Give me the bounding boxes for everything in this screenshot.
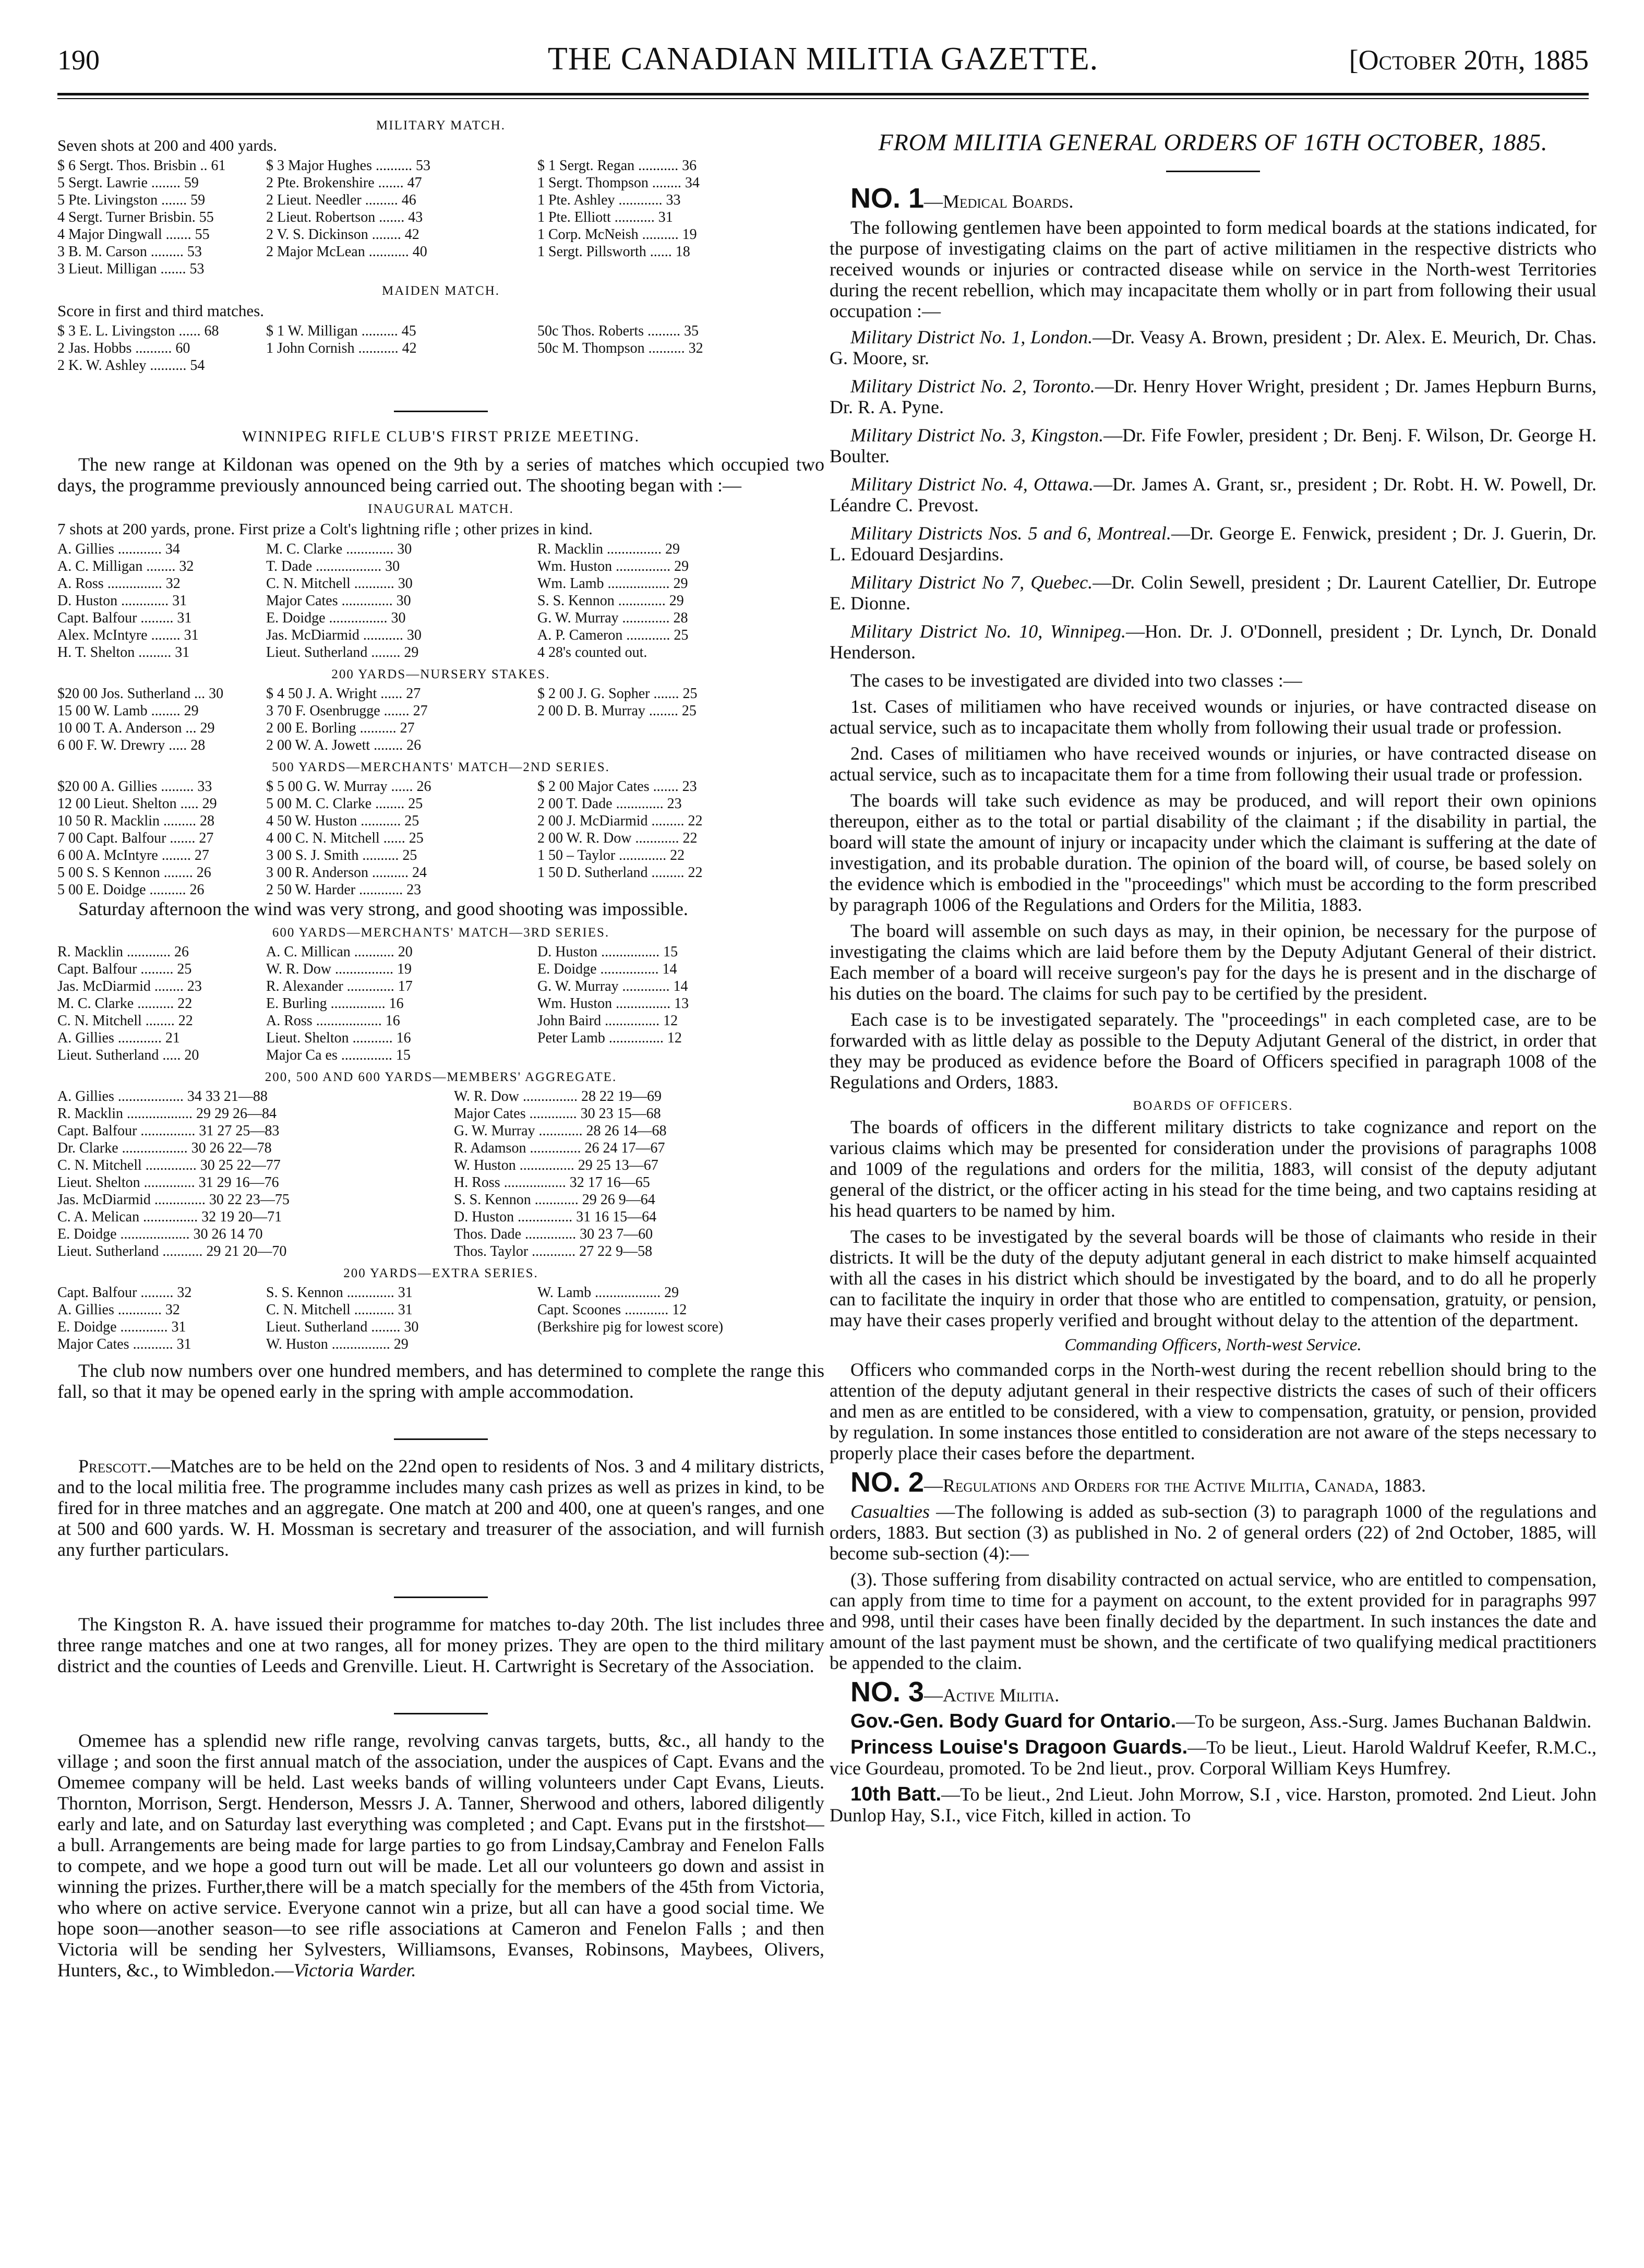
score-row [57,719,824,737]
omemee-paragraph [57,1730,824,1981]
score-row [57,1157,824,1174]
table-cell: Jas. McDiarmid ........... 30 [266,627,422,643]
district-entry [830,376,1597,417]
tenth-batt-paragraph [830,1784,1597,1826]
score-row [57,1191,824,1208]
merchants-2nd-heading: 500 YARDS—MERCHANTS' MATCH—2ND SERIES. [272,760,610,774]
table-cell: 50c Thos. Roberts ......... 35 [537,323,699,339]
order-no1-line [830,183,1597,214]
section-rule [394,411,488,412]
order-no2-line [830,1467,1597,1498]
table-cell: T. Dade .................. 30 [266,558,400,574]
table-cell: R. Adamson .............. 26 24 17—67 [454,1140,665,1156]
table-cell: Lieut. Sutherland ........ 30 [266,1319,419,1335]
table-cell [537,260,824,278]
saturday-paragraph: Saturday afternoon the wind was very strong, and good shooting was impossible. [78,898,688,919]
score-row [57,778,824,795]
table-cell: Wm. Lamb ................. 29 [537,575,688,592]
score-row [57,322,824,340]
district-name: Military District No. 2, Toronto. [850,376,1095,397]
table-cell: 2 00 J. McDiarmid ......... 22 [537,813,703,829]
order-no1-label: NO. 1 [850,183,925,214]
table-cell: Wm. Huston ............... 29 [537,558,689,574]
case2-paragraph: 2nd. Cases of militiamen who have received wounds or injuries, or have contracted disease on actual service, such as to incapacitate them for a time from following their usual trade or profession. [830,743,1597,785]
general-orders-title: FROM MILITIA GENERAL ORDERS OF 16TH OCTOBER, 1885. [878,129,1548,155]
table-cell: R. Macklin .................. 29 29 26—84 [57,1106,277,1122]
table-cell: 5 00 S. S Kennon ........ 26 [57,865,211,881]
nursery-stakes-heading: 200 YARDS—NURSERY STAKES. [331,667,550,681]
table-cell: 4 Sergt. Turner Brisbin. 55 [57,209,214,225]
order-no3-label: NO. 3 [850,1676,925,1708]
district-entry [830,621,1597,663]
score-row [57,340,824,357]
table-cell: 2 00 W. A. Jowett ........ 26 [266,737,422,753]
table-cell: A. C. Millican ........... 20 [266,944,413,960]
merchants-2nd-table [57,778,824,898]
table-cell: 5 Sergt. Lawrie ........ 59 [57,175,199,191]
district-list [830,327,1597,663]
table-cell: Lieut. Sutherland ........ 29 [266,644,419,661]
district-entry [830,523,1597,565]
table-cell: R. Alexander ............. 17 [266,978,413,994]
casualties-paragraph [830,1501,1597,1564]
score-row [57,575,824,592]
score-row [57,1088,824,1105]
table-cell: (Berkshire pig for lowest score) [537,1319,724,1335]
table-cell: H. T. Shelton ......... 31 [57,644,190,661]
table-cell: A. Gillies ............ 32 [57,1302,180,1318]
table-cell: 10 00 T. A. Anderson ... 29 [57,720,215,736]
table-cell: Lieut. Shelton ........... 16 [266,1030,411,1046]
score-row [57,995,824,1012]
table-cell: $ 5 00 G. W. Murray ...... 26 [266,778,431,795]
commanding-officers-paragraph: Officers who commanded corps in the North-west during the recent rebellion should bring to the attention of the deputy adjutant general in their respective districts the cases of such of their officers and men as are entitled to be considered, with a view to compensation, gratuity, or pension, provided by regulation. In some instances those entitled to consideration are not aware of the steps necessary to properly place their cases before the department. [830,1359,1597,1463]
score-row [57,1336,824,1353]
military-match-heading: MILITARY MATCH. [376,118,506,133]
table-cell: E. Doidge ............. 31 [57,1319,186,1335]
table-cell: $ 1 W. Milligan .......... 45 [266,323,416,339]
winnipeg-intro-paragraph: The new range at Kildonan was opened on the 9th by a series of matches which occupied two days, the programme previously announced being carried out. The shooting began with :— [57,454,824,496]
table-cell: E. Doidge ................... 30 26 14 70 [57,1226,263,1242]
score-row [57,881,824,898]
section-rule [1166,171,1260,172]
dragoon-guards-lead: Princess Louise's Dragoon Guards. [850,1736,1188,1758]
boards-evidence-paragraph: The boards will take such evidence as may be produced, and will report their own opinions thereupon, either as to the total or partial disability of the claimant ; if the disability in partial, the board will state the amount of injury or incapacity under which the claimant is suffering at the date of investigation, and its probable duration. The opinion of the board will, of course, be based solely on the evidence which is embodied in the "proceedings" which must be according to the form prescribed by paragraph 1006 of the Regulations and Orders for the Militia, 1883. [830,790,1597,915]
military-match-table [57,157,824,278]
district-name: Military District No. 10, Winnipeg. [850,621,1126,642]
score-row [57,847,824,864]
score-row [57,191,824,209]
table-cell: A. Gillies .................. 34 33 21—88 [57,1088,268,1105]
district-members: —Dr. Fife Fowler, president ; Dr. Benj. F. Wilson, Dr. George H. Boulter. [830,425,1597,466]
score-row [57,357,824,374]
case1-paragraph: 1st. Cases of militiamen who have received wounds or injuries, or have contracted disease on actual service, such as to incapacitate them wholly from following their usual trade or profession. [830,696,1597,738]
table-cell: 1 Pte. Ashley ............ 33 [537,192,681,208]
score-row [57,737,824,754]
score-row [57,1318,824,1336]
order-no3-heading: —Active Militia. [924,1685,1060,1706]
table-cell: A. C. Milligan ........ 32 [57,558,194,574]
district-entry [830,474,1597,515]
table-cell: 2 Lieut. Needler ......... 46 [266,192,416,208]
table-cell: M. C. Clarke ............. 30 [266,541,412,557]
score-row [57,1105,824,1122]
table-cell: Jas. McDiarmid .............. 30 22 23—75 [57,1192,290,1208]
score-row [57,961,824,978]
table-cell: 2 00 T. Dade ............. 23 [537,796,682,812]
score-row [57,644,824,661]
table-cell: $ 2 00 J. G. Sopher ....... 25 [537,686,698,702]
score-row [57,1208,824,1226]
table-cell: 6 00 A. McIntyre ........ 27 [57,847,209,863]
masthead [57,41,1589,88]
order-no2-label: NO. 2 [850,1467,925,1498]
cases-paragraph: The cases to be investigated are divided into two classes :— [850,670,1302,691]
score-row [57,243,824,260]
table-cell [266,357,537,374]
casualties-text: —The following is added as sub-section (3) to paragraph 1000 of the regulations and orders, 1883. But section (3) as published in No. 2 of general orders (22) of 2nd October, 1885, will become sub-section (4):— [830,1501,1597,1564]
table-cell: 2 00 W. R. Dow ............ 22 [537,830,698,846]
maiden-match-heading: MAIDEN MATCH. [382,284,500,298]
body-guard-text: —To be surgeon, Ass.-Surg. James Buchanan Baldwin. [1176,1711,1592,1732]
table-cell: 2 V. S. Dickinson ........ 42 [266,226,419,243]
table-cell: Capt. Balfour ......... 25 [57,961,192,977]
district-entry [830,327,1597,368]
table-cell: Capt. Balfour ......... 32 [57,1285,192,1301]
tenth-batt-lead: 10th Batt. [850,1783,942,1805]
score-row [57,1301,824,1318]
order-no1-heading: —Medical Boards. [924,191,1074,212]
table-cell: $20 00 A. Gillies ......... 33 [57,778,212,795]
table-cell: 3 Lieut. Milligan ....... 53 [57,261,205,277]
table-cell: Lieut. Shelton .............. 31 29 16—76 [57,1174,279,1191]
prescott-paragraph [57,1456,824,1560]
table-cell: 5 00 M. C. Clarke ........ 25 [266,796,423,812]
score-row [57,1226,824,1243]
table-cell: C. N. Mitchell ........... 31 [266,1302,413,1318]
table-cell: E. Doidge ................ 30 [266,610,406,626]
table-cell: 50c M. Thompson .......... 32 [537,340,703,356]
table-cell: H. Ross ................. 32 17 16—65 [454,1174,650,1191]
table-cell: 4 28's counted out. [537,644,647,661]
table-cell: A. P. Cameron ............ 25 [537,627,689,643]
table-cell: 2 Major McLean ........... 40 [266,244,427,260]
extra-series-table [57,1284,824,1353]
boards-of-officers-paragraph-2: The cases to be investigated by the several boards will be those of claimants who reside in their districts. It will be the duty of the deputy adjutant general in each district to make himself acquainted with all the cases in his district which should be investigated by the board, and to do all he properly can to facilitate the inquiry in order that those who are entitled to compensation, gratuity, or pension, may have their cases properly verified and brought without delay to the attention of the department. [830,1226,1597,1330]
dragoon-guards-paragraph [830,1737,1597,1779]
district-name: Military Districts Nos. 5 and 6, Montreal. [850,523,1171,544]
table-cell: 3 00 R. Anderson .......... 24 [266,865,427,881]
table-cell: 2 Lieut. Robertson ....... 43 [266,209,423,225]
table-cell: 1 Sergt. Thompson ........ 34 [537,175,700,191]
table-cell: R. Macklin ............... 29 [537,541,680,557]
table-cell: 2 00 E. Borling .......... 27 [266,720,415,736]
table-cell: 1 Sergt. Pillsworth ...... 18 [537,244,690,260]
score-row [57,174,824,191]
table-cell: Major Cates ............. 30 23 15—68 [454,1106,661,1122]
score-row [57,864,824,881]
score-row [57,592,824,609]
table-cell: Capt. Scoones ............ 12 [537,1302,687,1318]
table-cell: $20 00 Jos. Sutherland ... 30 [57,686,224,702]
table-cell: R. Macklin ............ 26 [57,944,189,960]
table-cell: 12 00 Lieut. Shelton ..... 29 [57,796,217,812]
table-cell: 5 00 E. Doidge .......... 26 [57,882,205,898]
district-name: Military District No. 4, Ottawa. [850,474,1094,495]
table-cell: Thos. Dade .............. 30 23 7—60 [454,1226,653,1242]
right-column [830,112,1597,2251]
table-cell: 2 Pte. Brokenshire ....... 47 [266,175,422,191]
score-row [57,702,824,719]
table-cell: G. W. Murray ............ 28 26 14—68 [454,1123,667,1139]
table-cell: 2 K. W. Ashley .......... 54 [57,357,205,374]
table-cell: 1 Pte. Elliott ........... 31 [537,209,673,225]
score-row [57,1243,824,1260]
table-cell: G. W. Murray ............. 14 [537,978,688,994]
table-cell: 2 00 D. B. Murray ........ 25 [537,703,697,719]
table-cell: A. Ross ............... 32 [57,575,181,592]
table-cell: $ 2 00 Major Cates ....... 23 [537,778,697,795]
district-members: —Dr. Veasy A. Brown, president ; Dr. Alex. E. Meurich, Dr. Chas. G. Moore, sr. [830,327,1597,368]
table-cell: $ 3 E. L. Livingston ...... 68 [57,323,219,339]
omemee-source: Victoria Warder. [293,1960,416,1981]
commanding-officers-heading: Commanding Officers, North-west Service. [1064,1336,1362,1354]
district-members: —Dr. James A. Grant, sr., president ; Dr. Robt. H. W. Powell, Dr. Léandre C. Prevost. [830,474,1597,515]
table-cell: Major Cates ........... 31 [57,1336,191,1352]
score-row [57,260,824,278]
casualties-lead: Casualties [850,1501,930,1522]
table-cell: C. A. Melican ............... 32 19 20—71 [57,1209,282,1225]
table-cell [266,260,537,278]
body-guard-lead: Gov.-Gen. Body Guard for Ontario. [850,1710,1177,1732]
tenth-batt-text: —To be lieut., 2nd Lieut. John Morrow, S.I , vice. Harston, promoted. 2nd Lieut. John Dunlop Hay, S.I., vice Fitch, killed in action. To [830,1784,1597,1826]
score-row [57,830,824,847]
table-cell: $ 4 50 J. A. Wright ...... 27 [266,686,421,702]
district-name: Military District No 7, Quebec. [850,572,1093,593]
table-cell: 2 50 W. Harder ............ 23 [266,882,422,898]
table-cell: W. R. Dow ................ 19 [266,961,412,977]
table-cell: W. Lamb .................. 29 [537,1285,679,1301]
table-cell: G. W. Murray ............. 28 [537,610,688,626]
order-no2-heading: —Regulations and Orders for the Active Militia, Canada, 1883. [924,1475,1426,1496]
table-cell: Dr. Clarke .................. 30 26 22—78 [57,1140,272,1156]
table-cell: A. Gillies ............ 21 [57,1030,180,1046]
table-cell: $ 1 Sergt. Regan ........... 36 [537,158,697,174]
table-cell [537,737,824,754]
district-name: Military District No. 1, London. [850,327,1093,347]
score-row [57,1122,824,1139]
table-cell: A. Gillies ............ 34 [57,541,180,557]
table-cell [537,719,824,737]
winnipeg-heading: WINNIPEG RIFLE CLUB'S FIRST PRIZE MEETING. [242,428,640,445]
military-match-intro: Seven shots at 200 and 400 yards. [57,136,278,154]
aggregate-table [57,1088,824,1260]
table-cell: 15 00 W. Lamb ........ 29 [57,703,199,719]
table-cell: 1 50 – Taylor ............. 22 [537,847,685,863]
district-name: Military District No. 3, Kingston. [850,425,1104,446]
table-cell: M. C. Clarke .......... 22 [57,995,193,1012]
table-cell: 1 John Cornish ........... 42 [266,340,417,356]
district-members: —Hon. Dr. J. O'Donnell, president ; Dr. Lynch, Dr. Donald Henderson. [830,621,1597,663]
table-cell: D. Huston ................ 15 [537,944,678,960]
table-cell: C. N. Mitchell ........... 30 [266,575,413,592]
inaugural-match-table [57,541,824,661]
score-row [57,1174,824,1191]
table-cell: 7 00 Capt. Balfour ....... 27 [57,830,214,846]
table-cell: 4 Major Dingwall ....... 55 [57,226,210,243]
table-cell: C. N. Mitchell ........ 22 [57,1013,193,1029]
table-cell: W. Huston ................ 29 [266,1336,409,1352]
table-cell: Major Cates .............. 30 [266,593,411,609]
table-cell: Capt. Balfour ............... 31 27 25—83 [57,1123,280,1139]
board-assemble-paragraph: The board will assemble on such days as may, in their opinion, be necessary for the purpose of investigating the claims which are laid before them by the Deputy Adjutant General of their district. Each member of a board will receive surgeon's pay for the days he is present and in the discharge of his duties on the board. The claims for such pay to be certified by the president. [830,920,1597,1004]
issue-date: [October 20th, 1885 [1349,44,1589,76]
table-cell: D. Huston ............. 31 [57,593,187,609]
table-cell [537,1047,824,1064]
table-cell: Thos. Taylor ............ 27 22 9—58 [454,1243,653,1259]
table-cell: 2 Jas. Hobbs .......... 60 [57,340,190,356]
score-row [57,1029,824,1047]
score-row [57,1284,824,1301]
table-cell: S. S. Kennon ............. 29 [537,593,684,609]
table-cell: 5 Pte. Livingston ....... 59 [57,192,206,208]
table-cell: Lieut. Sutherland ..... 20 [57,1047,199,1063]
table-cell: $ 6 Sergt. Thos. Brisbin .. 61 [57,158,226,174]
page-number: 190 [57,44,100,76]
score-row [57,541,824,558]
body-guard-paragraph [830,1711,1597,1732]
each-case-paragraph: Each case is to be investigated separately. The "proceedings" in each completed case, are to be forwarded with as little delay as possible to the Deputy Adjutant General of the district, in order that they may be produced as evidence before the Board of Officers specified in paragraph 1008 of the Regulations and Orders, 1883. [830,1009,1597,1093]
district-members: —Dr. George E. Fenwick, president ; Dr. J. Guerin, Dr. L. Edouard Desjardins. [830,523,1597,565]
masthead-rule [57,93,1589,95]
prescott-lead: Prescott. [78,1456,152,1477]
maiden-match-table [57,322,824,374]
table-cell: D. Huston ............... 31 16 15—64 [454,1209,657,1225]
table-cell: 10 50 R. Macklin ......... 28 [57,813,214,829]
score-row [57,1139,824,1157]
table-cell: Major Ca es .............. 15 [266,1047,411,1063]
order-no3-line [830,1676,1597,1708]
medical-boards-intro: The following gentlemen have been appointed to form medical boards at the stations indicated, for the purpose of investigating claims on the part of active militiamen in the respective districts who received wounds or injuries or contracted disease while on service in the North-west Territories during the recent rebellion, which may incapacitate them wholly or in part from following their usual occupation :— [830,217,1597,321]
district-entry [830,425,1597,466]
table-cell: A. Ross .................. 16 [266,1013,400,1029]
merchants-3rd-heading: 600 YARDS—MERCHANTS' MATCH—3RD SERIES. [272,926,610,940]
table-cell: 4 00 C. N. Mitchell ...... 25 [266,830,424,846]
score-row [57,609,824,627]
table-cell: E. Burling ............... 16 [266,995,404,1012]
table-cell: 3 00 S. J. Smith .......... 25 [266,847,417,863]
boards-of-officers-heading: BOARDS OF OFFICERS. [1133,1099,1293,1113]
score-row [57,978,824,995]
table-cell: Capt. Balfour ......... 31 [57,610,192,626]
score-row [57,226,824,243]
table-cell: Wm. Huston ............... 13 [537,995,689,1012]
table-cell: Lieut. Sutherland ........... 29 21 20—70 [57,1243,287,1259]
dragoon-guards-text: —To be lieut., Lieut. Harold Waldruf Keefer, R.M.C., vice Gourdeau, promoted. To be 2nd lieut., prov. Corporal William Keys Humfrey. [830,1737,1597,1779]
table-cell: W. R. Dow ............... 28 22 19—69 [454,1088,662,1105]
score-row [57,685,824,702]
table-cell: Peter Lamb ............... 12 [537,1030,682,1046]
table-cell: 6 00 F. W. Drewry ..... 28 [57,737,206,753]
score-row [57,627,824,644]
score-row [57,1012,824,1029]
section-rule [394,1597,488,1598]
table-cell: S. S. Kennon ............ 29 26 9—64 [454,1192,655,1208]
masthead-rule-thin [57,98,1589,99]
club-paragraph: The club now numbers over one hundred members, and has determined to complete the range this fall, so that it may be opened early in the spring with ample accommodation. [57,1360,824,1402]
table-cell [537,881,824,898]
score-row [57,157,824,174]
table-cell: Alex. McIntyre ........ 31 [57,627,199,643]
aggregate-heading: 200, 500 AND 600 YARDS—MEMBERS' AGGREGATE. [265,1070,617,1084]
district-members: —Dr. Colin Sewell, president ; Dr. Laurent Catellier, Dr. Eutrope E. Dionne. [830,572,1597,614]
table-cell: John Baird ............... 12 [537,1013,678,1029]
omemee-text: Omemee has a splendid new rifle range, revolving canvas targets, butts, &c., all handy to the village ; and soon the first annual match of the association, under the auspices of Capt. Evans and the Omemee company will be held. Last weeks bands of willing volunteers under Capt Evans, Lieuts. Thornton, Morrison, Sergt. Henderson, Messrs J. A. Tanner, Sherwood and others, labored diligently early and late, and on Saturday last everything was completed ; and Capt. Evans put in the firstshot—a bull. Arrangements are being made for large parties to go from Lindsay,Cambray and Fenelon Falls to compete, and we hope a good turn out will be made. Let all our volunteers go down and assist in winning the prizes. Further,there will be a match specially for the members of the 45th from Victoria, who where on active service. Everyone cannot win a prize, but all can have a good social time. We hope soon—another season—to see rifle associations at Cameron and Fenelon Falls ; and then Victoria will be sending her Sylvesters, Williamsons, Evanses, Robinsons, Maybees, Olivers, Hunters, &c., to Wimbledon.— [57,1730,824,1981]
district-entry [830,572,1597,614]
table-cell: 1 Corp. McNeish .......... 19 [537,226,697,243]
table-cell: C. N. Mitchell .............. 30 25 22—77 [57,1157,281,1173]
maiden-match-intro: Score in first and third matches. [57,302,265,320]
inaugural-match-heading: INAUGURAL MATCH. [368,502,514,516]
table-cell: 3 B. M. Carson ......... 53 [57,244,202,260]
section-rule [394,1438,488,1440]
section-rule [394,1713,488,1714]
score-row [57,558,824,575]
score-row [57,795,824,812]
boards-of-officers-paragraph: The boards of officers in the different military districts to take cognizance and report on the various claims which may be presented for consideration under the provisions of paragraphs 1008 and 1009 of the regulations and orders for the militia, 1883, will consist of the deputy adjutant general of the district, or the officer acting in his stead for the time being, and two captains residing at his head quarters to be named by him. [830,1117,1597,1221]
subsection-3-paragraph: (3). Those suffering from disability contracted on actual service, who are entitled to compensation, can apply from time to time for a payment on account, to the extent provided for in paragraphs 997 and 998, until their cases have been finally decided by the department. In such instances the date and amount of the last payment must be shown, and the certificate of two qualifying medical practitioners be appended to the claim. [830,1569,1597,1673]
table-cell: E. Doidge ................ 14 [537,961,677,977]
merchants-3rd-table [57,943,824,1064]
table-cell [537,1336,824,1353]
table-cell [537,357,824,374]
table-cell: 3 70 F. Osenbrugge ....... 27 [266,703,428,719]
table-cell: $ 3 Major Hughes .......... 53 [266,158,430,174]
table-cell: 1 50 D. Sutherland ......... 22 [537,865,703,881]
table-cell: S. S. Kennon ............. 31 [266,1285,413,1301]
nursery-stakes-table [57,685,824,754]
newspaper-title: THE CANADIAN MILITIA GAZETTE. [547,41,1099,77]
inaugural-match-intro: 7 shots at 200 yards, prone. First prize a Colt's lightning rifle ; other prizes in kind. [57,520,593,538]
kingston-paragraph: The Kingston R. A. have issued their programme for matches to-day 20th. The list includes three three range matches and one at two ranges, all for money prizes. They are open to the third military district and the counties of Leeds and Grenville. Lieut. H. Cartwright is Secretary of the Association. [57,1614,824,1676]
score-row [57,209,824,226]
score-row [57,1047,824,1064]
prescott-text: —Matches are to be held on the 22nd open to residents of Nos. 3 and 4 military districts, and to the local militia free. The programme includes many cash prizes as well as prizes in kind, to be fired for in three matches and an aggregate. One match at 200 and 400, one at queen's ranges, and one at 500 and 600 yards. W. H. Mossman is secretary and treasurer of the association, and will furnish any further particulars. [57,1456,824,1560]
table-cell: Jas. McDiarmid ........ 23 [57,978,202,994]
extra-series-heading: 200 YARDS—EXTRA SERIES. [343,1266,538,1280]
table-cell: W. Huston ............... 29 25 13—67 [454,1157,658,1173]
score-row [57,943,824,961]
left-column [57,112,824,2251]
score-row [57,812,824,830]
district-members: —Dr. Henry Hover Wright, president ; Dr. James Hepburn Burns, Dr. R. A. Pyne. [830,376,1597,417]
table-cell: 4 50 W. Huston ........... 25 [266,813,419,829]
